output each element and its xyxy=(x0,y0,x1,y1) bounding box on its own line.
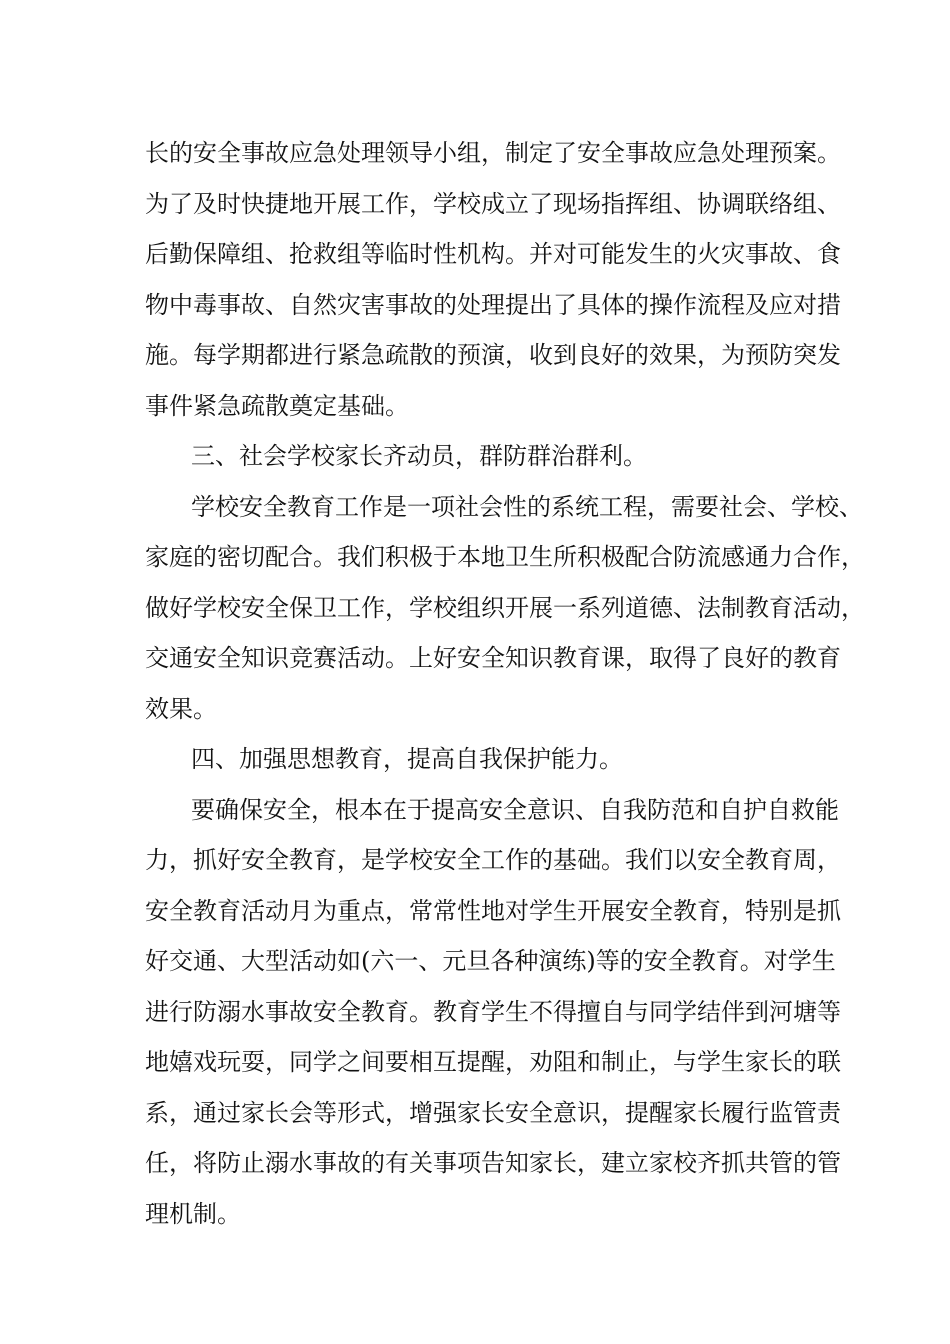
text-line: 后勤保障组、抢救组等临时性机构。并对可能发生的火灾事故、食 xyxy=(145,240,841,268)
text-line: 力，抓好安全教育，是学校安全工作的基础。我们以安全教育周， xyxy=(145,846,841,874)
text-line: 施。每学期都进行紧急疏散的预演，收到良好的效果，为预防突发 xyxy=(145,341,841,369)
text-line: 系，通过家长会等形式，增强家长安全意识，提醒家长履行监管责 xyxy=(145,1098,841,1127)
text-line: 效果。 xyxy=(145,694,217,723)
text-line: 好交通、大型活动如(六一、元旦各种演练)等的安全教育。对学生 xyxy=(145,947,836,975)
document-body xyxy=(145,128,865,1239)
section-heading: 四、加强思想教育，提高自我保护能力。 xyxy=(191,745,623,773)
text-line: 要确保安全，根本在于提高安全意识、自我防范和自护自救能 xyxy=(191,795,839,824)
text-line: 物中毒事故、自然灾害事故的处理提出了具体的操作流程及应对措 xyxy=(145,290,841,319)
section-heading: 三、社会学校家长齐动员，群防群治群利。 xyxy=(191,442,647,470)
text-line: 进行防溺水事故安全教育。教育学生不得擅自与同学结伴到河塘等 xyxy=(145,997,841,1026)
text-line: 地嬉戏玩耍，同学之间要相互提醒，劝阻和制止，与学生家长的联 xyxy=(145,1048,841,1076)
text-line: 事件紧急疏散奠定基础。 xyxy=(145,391,409,420)
text-line: 安全教育活动月为重点，常常性地对学生开展安全教育，特别是抓 xyxy=(145,896,841,925)
text-line: 交通安全知识竞赛活动。上好安全知识教育课，取得了良好的教育 xyxy=(145,644,841,672)
text-line: 长的安全事故应急处理领导小组，制定了安全事故应急处理预案。 xyxy=(145,139,841,167)
text-line: 任，将防止溺水事故的有关事项告知家长，建立家校齐抓共管的管 xyxy=(145,1149,841,1177)
text-line: 做好学校安全保卫工作，学校组织开展一系列道德、法制教育活动， xyxy=(145,593,865,622)
text-line: 为了及时快捷地开展工作，学校成立了现场指挥组、协调联络组、 xyxy=(145,189,841,218)
text-line: 理机制。 xyxy=(145,1199,241,1228)
text-line: 学校安全教育工作是一项社会性的系统工程，需要社会、学校、 xyxy=(191,492,863,521)
text-line: 家庭的密切配合。我们积极于本地卫生所积极配合防流感通力合作， xyxy=(145,543,865,571)
